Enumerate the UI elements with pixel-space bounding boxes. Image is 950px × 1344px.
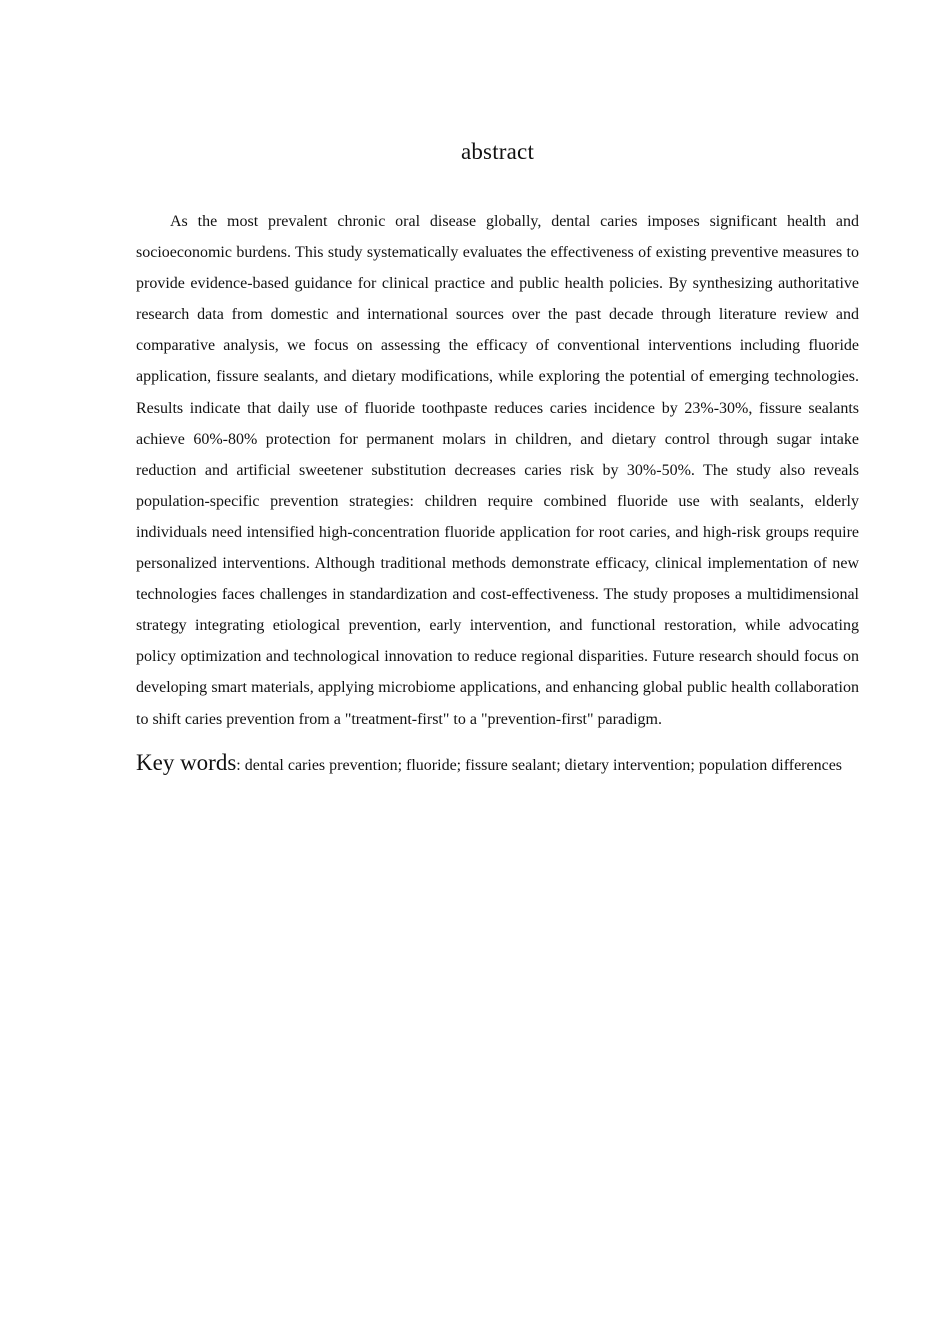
abstract-section [136, 134, 859, 786]
abstract-paragraph: As the most prevalent chronic oral disease globally, dental caries imposes significant health and socioeconomic burdens. This study systematically evaluates the effectiveness of existing preventive measures to provide evidence-based guidance for clinical practice and public health policies. By synthesizing authoritative research data from domestic and international sources over the past decade through literature review and comparative analysis, we focus on assessing the efficacy of conventional interventions including fluoride application, fissure sealants, and dietary modifications, while exploring the potential of emerging technologies. Results indicate that daily use of fluoride toothpaste reduces caries incidence by 23%-30%, fissure sealants achieve 60%-80% protection for permanent molars in children, and dietary control through sugar intake reduction and artificial sweetener substitution decreases caries risk by 30%-50%. The study also reveals population-specific prevention strategies: children require combined fluoride use with sealants, elderly individuals need intensified high-concentration fluoride application for root caries, and high-risk groups require personalized interventions. Although traditional methods demonstrate efficacy, clinical implementation of new technologies faces challenges in standardization and cost-effectiveness. The study proposes a multidimensional strategy integrating etiological prevention, early intervention, and functional restoration, while advocating policy optimization and technological innovation to reduce regional disparities. Future research should focus on developing smart materials, applying microbiome applications, and enhancing global public health collaboration to shift caries prevention from a "treatment-first" to a "prevention-first" paradigm. [136, 213, 859, 728]
keywords-list: dental caries prevention; fluoride; fissure sealant; dietary intervention; population differences [240, 756, 843, 774]
keywords-line [136, 742, 859, 786]
abstract-heading: abstract [460, 139, 535, 164]
keywords-label: Key words [136, 749, 237, 775]
keywords-separator: : [236, 756, 241, 774]
